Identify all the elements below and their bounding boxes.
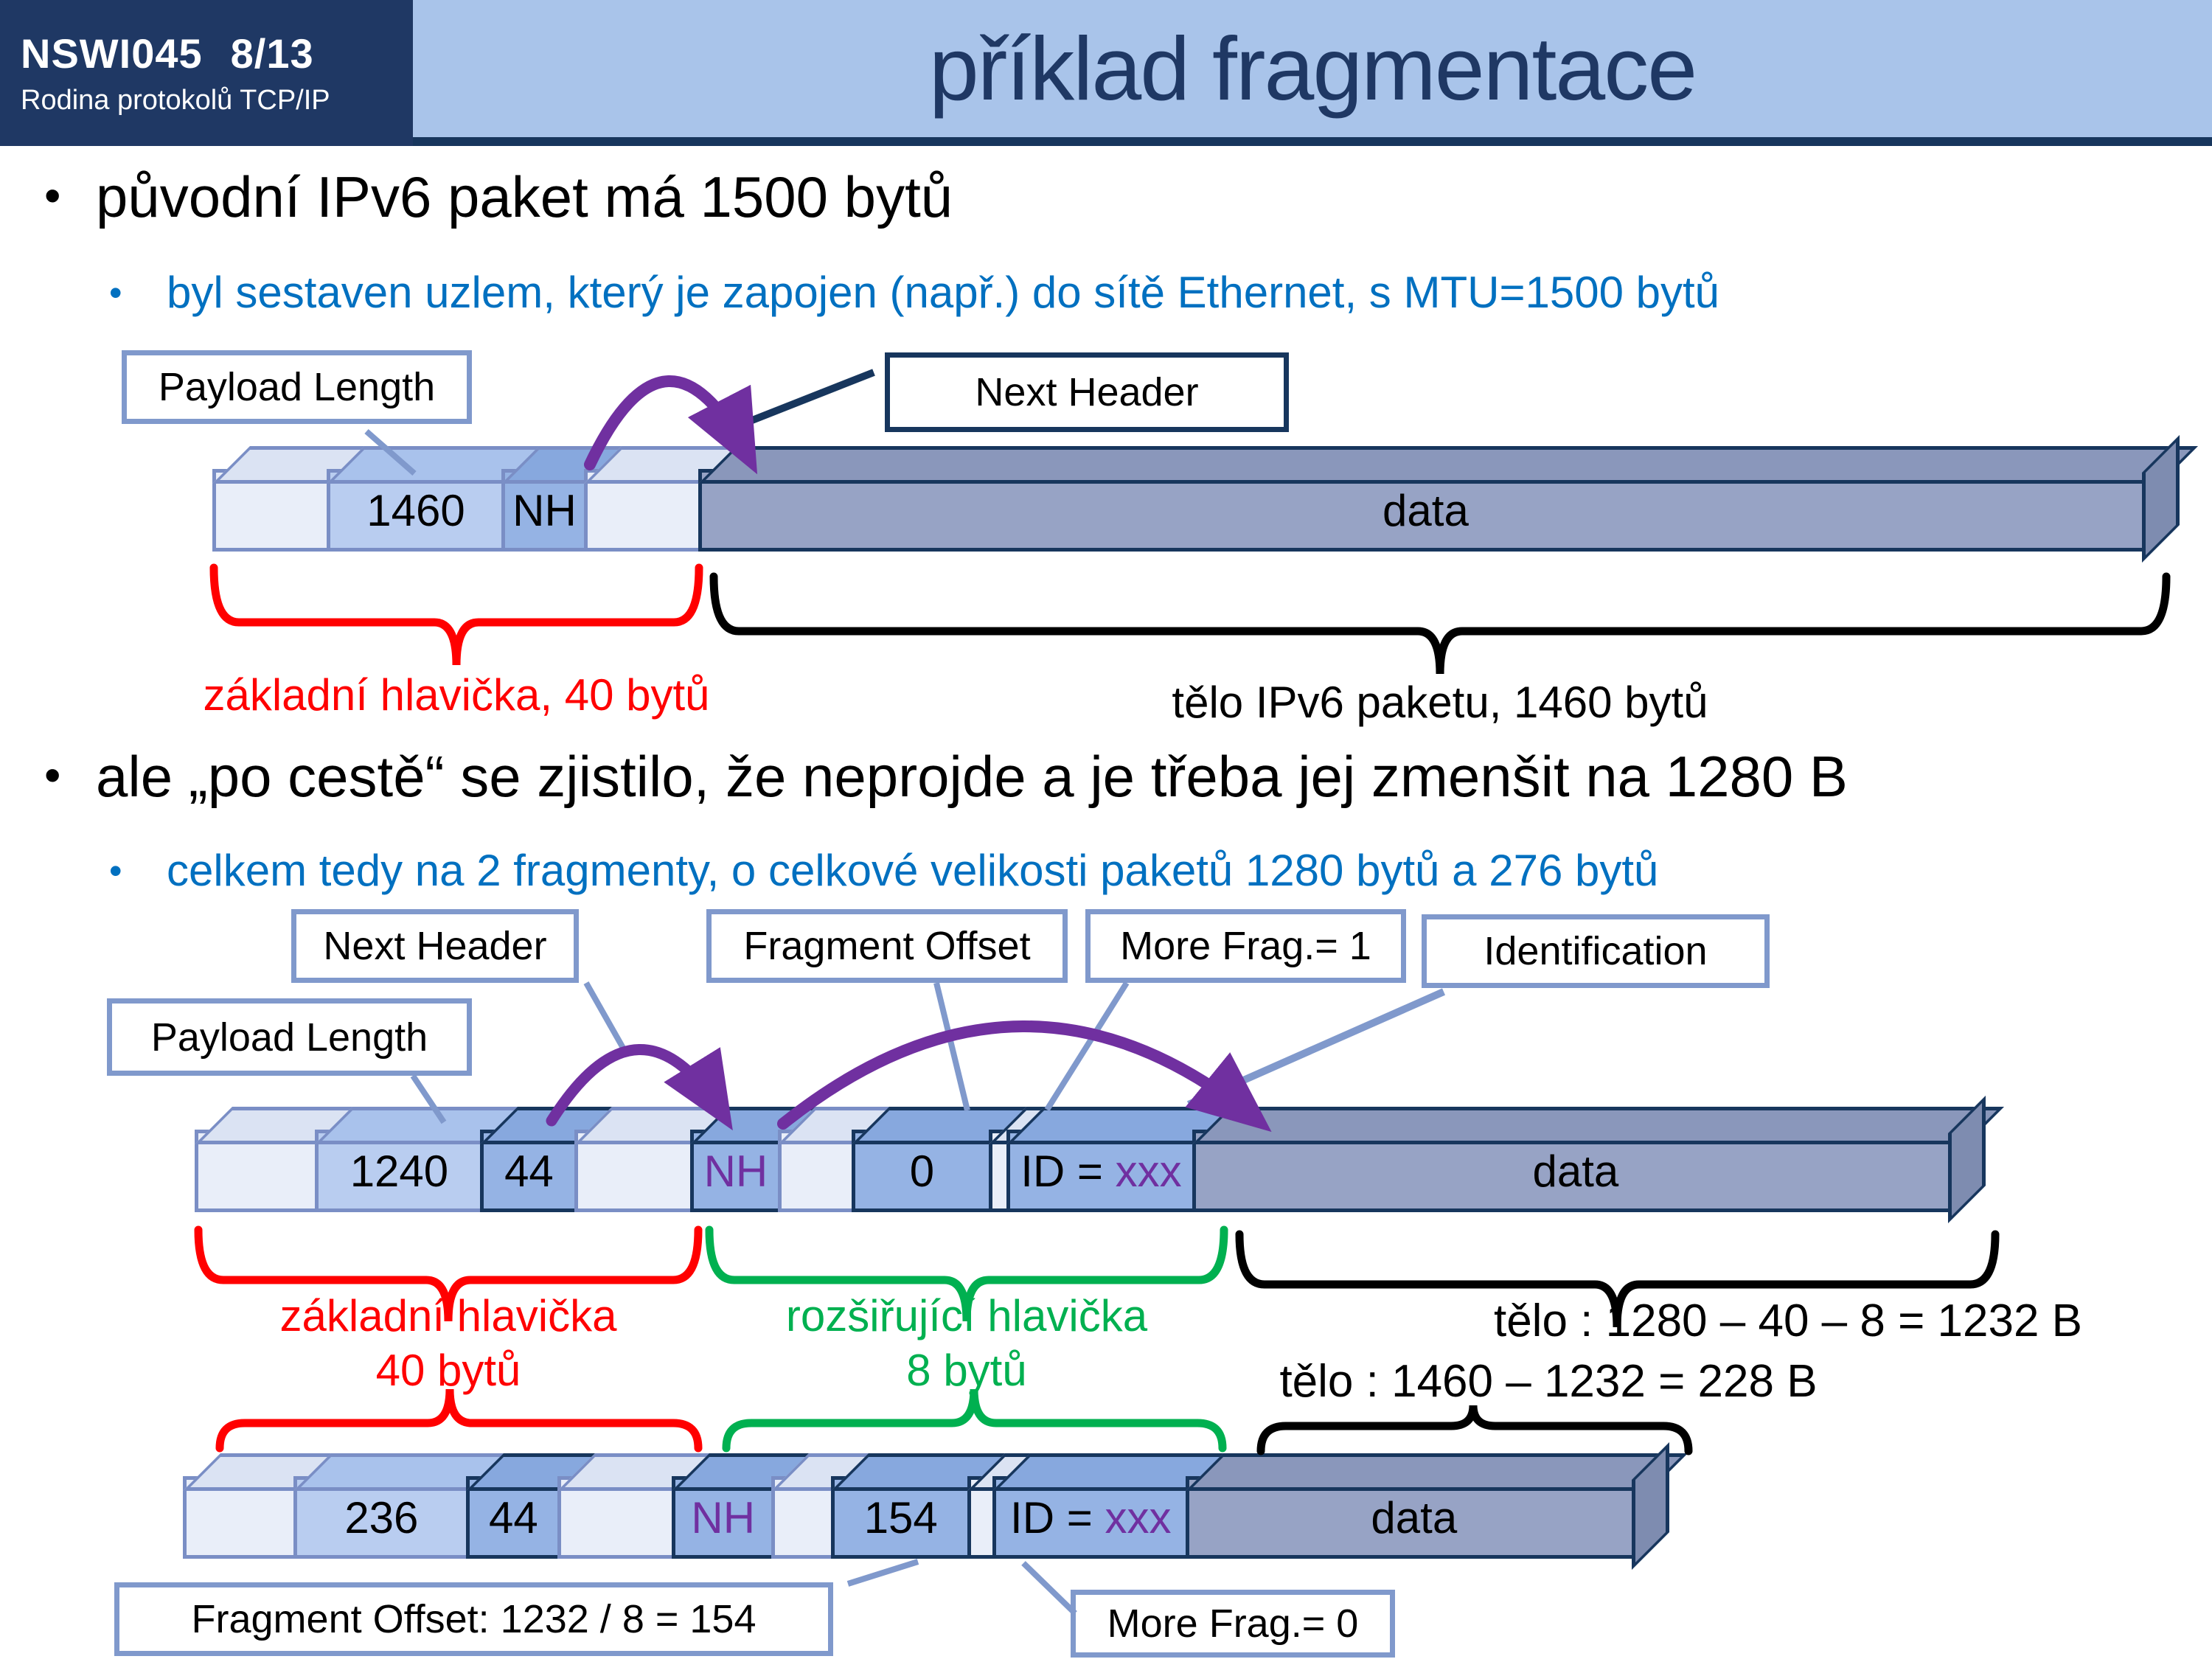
packet3-next-header-value: 44 — [488, 1492, 538, 1543]
packet2-brace-basic-line2: 40 bytů — [375, 1346, 521, 1395]
packet1-data-label: data — [1382, 485, 1469, 535]
packet1-field-rest-header — [584, 469, 702, 552]
packet3-field-reserved — [771, 1476, 835, 1559]
slide-title: příklad fragmentace — [928, 18, 1697, 119]
packet2-field-data — [1192, 1130, 1959, 1212]
packet1-brace-body-label — [1172, 677, 1708, 728]
packet2-id-prefix: ID = — [1020, 1146, 1116, 1196]
callout-more-frag-0-text: More Frag.= 0 — [1107, 1601, 1359, 1646]
brace-basic-header-1 — [214, 568, 699, 665]
packet2-data-label: data — [1532, 1146, 1619, 1196]
packet3-field-payload-length — [293, 1476, 470, 1559]
bullet-marker: • — [44, 748, 61, 801]
callout-fragment-offset-text: Fragment Offset — [743, 924, 1031, 968]
packet1-payload-length-value: 1460 — [366, 485, 465, 535]
brace-ext-header-3 — [726, 1389, 1222, 1448]
packet2-body-calc-text: tělo : 1280 – 40 – 8 = 1232 B — [1493, 1295, 2083, 1346]
packet3-data-label: data — [1371, 1492, 1458, 1543]
course-code: NSWI045 — [21, 30, 203, 77]
badge-course-line — [21, 29, 413, 77]
brace-basic-header-3 — [220, 1389, 698, 1448]
connector-next-header-2 — [586, 983, 627, 1054]
callout-fragment-offset-calc-text: Fragment Offset: 1232 / 8 = 154 — [191, 1597, 757, 1641]
packet3-fragment-offset-value: 154 — [863, 1492, 938, 1543]
packet2-brace-ext-line1: rozšiřující hlavička — [785, 1291, 1148, 1340]
packet3-field-rest-header — [557, 1476, 675, 1559]
callout-payload-length-2 — [107, 998, 472, 1076]
callout-payload-length-1-text: Payload Length — [158, 365, 436, 409]
callout-fragment-offset — [706, 909, 1068, 983]
packet3-ext-next-header-value: NH — [691, 1492, 756, 1543]
slide-number: 8/13 — [230, 30, 314, 77]
callout-identification — [1422, 914, 1770, 988]
bullet-1-sub — [109, 267, 1719, 318]
bullet-marker: • — [109, 850, 122, 891]
packet3-field-ext-next-header — [672, 1476, 775, 1559]
bullet-marker: • — [44, 169, 61, 222]
brace-body-1 — [714, 577, 2166, 674]
callout-fragment-offset-calc — [114, 1582, 833, 1656]
packet1-brace-body-text: tělo IPv6 paketu, 1460 bytů — [1172, 678, 1708, 727]
connector-fragment-offset — [936, 983, 967, 1110]
packet2-field-payload-length — [315, 1130, 484, 1212]
packet2-ext-next-header-value: NH — [703, 1146, 768, 1196]
packet1-field-version — [212, 469, 330, 552]
packet3-payload-length-value: 236 — [344, 1492, 419, 1543]
packet2-field-identification — [1006, 1130, 1196, 1212]
packet2-bar — [195, 1130, 1992, 1212]
packet1-field-data — [698, 469, 2153, 552]
callout-more-frag-1 — [1085, 909, 1406, 983]
packet2-brace-basic-label — [280, 1289, 617, 1398]
callout-identification-text: Identification — [1484, 929, 1708, 973]
bullet-marker: • — [109, 272, 122, 313]
callout-next-header-2 — [291, 909, 579, 983]
packet2-field-rest-header — [574, 1130, 694, 1212]
packet1-brace-header-text: základní hlavička, 40 bytů — [203, 670, 710, 720]
packet1-brace-header-label — [203, 669, 709, 720]
title-rule — [413, 137, 2212, 146]
bullet-1-text: původní IPv6 paket má 1500 bytů — [96, 164, 953, 229]
packet2-id-xxx: xxx — [1115, 1146, 1182, 1196]
bullet-2-sub-text: celkem tedy na 2 fragmenty, o celkové velikosti paketů 1280 bytů a 276 bytů — [167, 846, 1659, 895]
packet3-id-xxx: xxx — [1105, 1492, 1172, 1543]
brace-body-3 — [1261, 1405, 1688, 1451]
packet3-body-calc-text: tělo : 1460 – 1232 = 228 B — [1279, 1356, 1818, 1407]
callout-payload-length-1 — [122, 350, 472, 424]
packet3-body-calc — [1279, 1355, 1817, 1408]
bullet-1-sub-text: byl sestaven uzlem, který je zapojen (např.) do sítě Ethernet, s MTU=1500 bytů — [167, 268, 1720, 317]
packet2-field-ext-next-header — [690, 1130, 782, 1212]
packet1-bar — [212, 469, 2168, 552]
packet2-next-header-value: 44 — [504, 1146, 554, 1196]
packet2-field-version — [195, 1130, 319, 1212]
packet3-field-identification — [992, 1476, 1189, 1559]
packet2-id-value — [1020, 1146, 1181, 1197]
course-name: Rodina protokolů TCP/IP — [21, 85, 330, 116]
callout-more-frag-1-text: More Frag.= 1 — [1120, 924, 1371, 968]
packet3-id-prefix: ID = — [1010, 1492, 1105, 1543]
packet2-payload-length-value: 1240 — [349, 1146, 449, 1196]
bullet-1 — [44, 164, 953, 231]
course-badge — [0, 0, 413, 146]
packet2-field-reserved — [778, 1130, 855, 1212]
connector-identification — [1189, 992, 1444, 1105]
packet3-field-fragment-offset — [831, 1476, 971, 1559]
packet3-field-version — [183, 1476, 297, 1559]
packet2-brace-ext-label — [786, 1289, 1147, 1398]
connector-more-frag-1 — [1047, 983, 1127, 1110]
packet1-field-payload-length — [327, 469, 505, 552]
bullet-2-text: ale „po cestě“ se zjistilo, že neprojde a je třeba jej zmenšit na 1280 B — [96, 744, 1848, 809]
title-band — [413, 0, 2212, 137]
packet3-id-value — [1010, 1492, 1171, 1543]
bullet-2 — [44, 743, 1848, 810]
callout-next-header-1 — [885, 352, 1289, 432]
packet2-field-fragment-offset — [852, 1130, 992, 1212]
packet3-field-data — [1186, 1476, 1643, 1559]
callout-payload-length-2-text: Payload Length — [150, 1015, 428, 1060]
packet2-fragment-offset-value: 0 — [909, 1146, 935, 1196]
packet2-brace-ext-line2: 8 bytů — [906, 1346, 1027, 1395]
callout-next-header-1-text: Next Header — [975, 370, 1199, 414]
packet3-bar — [183, 1476, 1676, 1559]
packet2-brace-basic-line1: základní hlavička — [279, 1291, 617, 1340]
packet3-field-next-header — [466, 1476, 561, 1559]
packet1-next-header-value: NH — [512, 485, 577, 535]
packet1-field-next-header — [501, 469, 588, 552]
callout-next-header-2-text: Next Header — [323, 924, 547, 968]
callout-more-frag-0 — [1071, 1590, 1395, 1658]
connector-fragment-offset-calc — [848, 1562, 918, 1584]
packet2-field-next-header — [480, 1130, 578, 1212]
bullet-2-sub — [109, 845, 1658, 896]
connector-more-frag-0 — [1023, 1563, 1075, 1613]
connector-next-header-1 — [748, 372, 874, 422]
packet2-body-calc — [1494, 1295, 2082, 1347]
